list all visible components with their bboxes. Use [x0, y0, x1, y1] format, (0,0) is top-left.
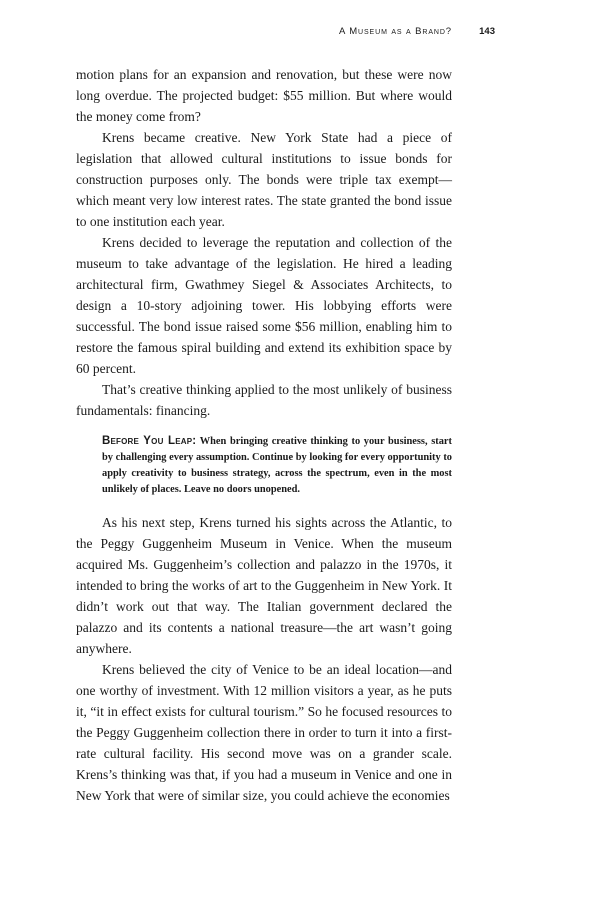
- page-number: 143: [479, 26, 495, 37]
- callout-label: Before You Leap:: [102, 435, 197, 447]
- running-title: A Museum as a Brand?: [338, 26, 452, 37]
- paragraph-cultural-tourism: Krens believed the city of Venice to be an ideal location—and one worthy of investment. With 12 million visitors a year, as he puts it, “it in effect exists for cultural tourism.” So he focused resources to the Peggy Guggenheim collection there in order to turn it into a first-rate cultural facility. His second move was on a grander scale. Krens’s thinking was that, if you had a museum in Venice and one in New York that were of similar size, you could achieve the economies: [76, 662, 452, 803]
- running-head: [76, 26, 495, 44]
- paragraph-bond-legislation: Krens became creative. New York State had a piece of legislation that allowed cultural institutions to issue bonds for construction purposes only. The bonds were triple tax exempt—which meant very low interest rates. The state granted the bond issue to one institution each year.: [76, 130, 452, 229]
- paragraph-leverage-reputation: Krens decided to leverage the reputation and collection of the museum to take advantage of the legislation. He hired a leading architectural firm, Gwathmey Siegel & Associates Architects, to design a 10-story adjoining tower. His lobbying efforts were successful. The bond issue raised some $56 million, enabling him to restore the famous spiral building and extend its exhibition space by 60 percent.: [76, 235, 452, 376]
- before-you-leap-callout: [76, 433, 452, 498]
- paragraph-creative-financing: That’s creative thinking applied to the most unlikely of business fundamentals: financing.: [76, 382, 452, 418]
- callout-text: When bringing creative thinking to your business, start by challenging every assumption. Continue by looking for every opportunity to apply creativity to business strategy, across the spectrum, even in the most unlikely of places. Leave no doors unopened.: [102, 436, 452, 495]
- body-text: [76, 64, 452, 806]
- paragraph-venice: As his next step, Krens turned his sights across the Atlantic, to the Peggy Guggenheim Museum in Venice. When the museum acquired Ms. Guggenheim’s collection and palazzo in the 1970s, it intended to bring the works of art to the Guggenheim in New York. It didn’t work out that way. The Italian government declared the palazzo and its contents a national treasure—the art wasn’t going anywhere.: [76, 515, 452, 656]
- paragraph-continued: motion plans for an expansion and renovation, but these were now long overdue. The projected budget: $55 million. But where would the money come from?: [76, 67, 452, 124]
